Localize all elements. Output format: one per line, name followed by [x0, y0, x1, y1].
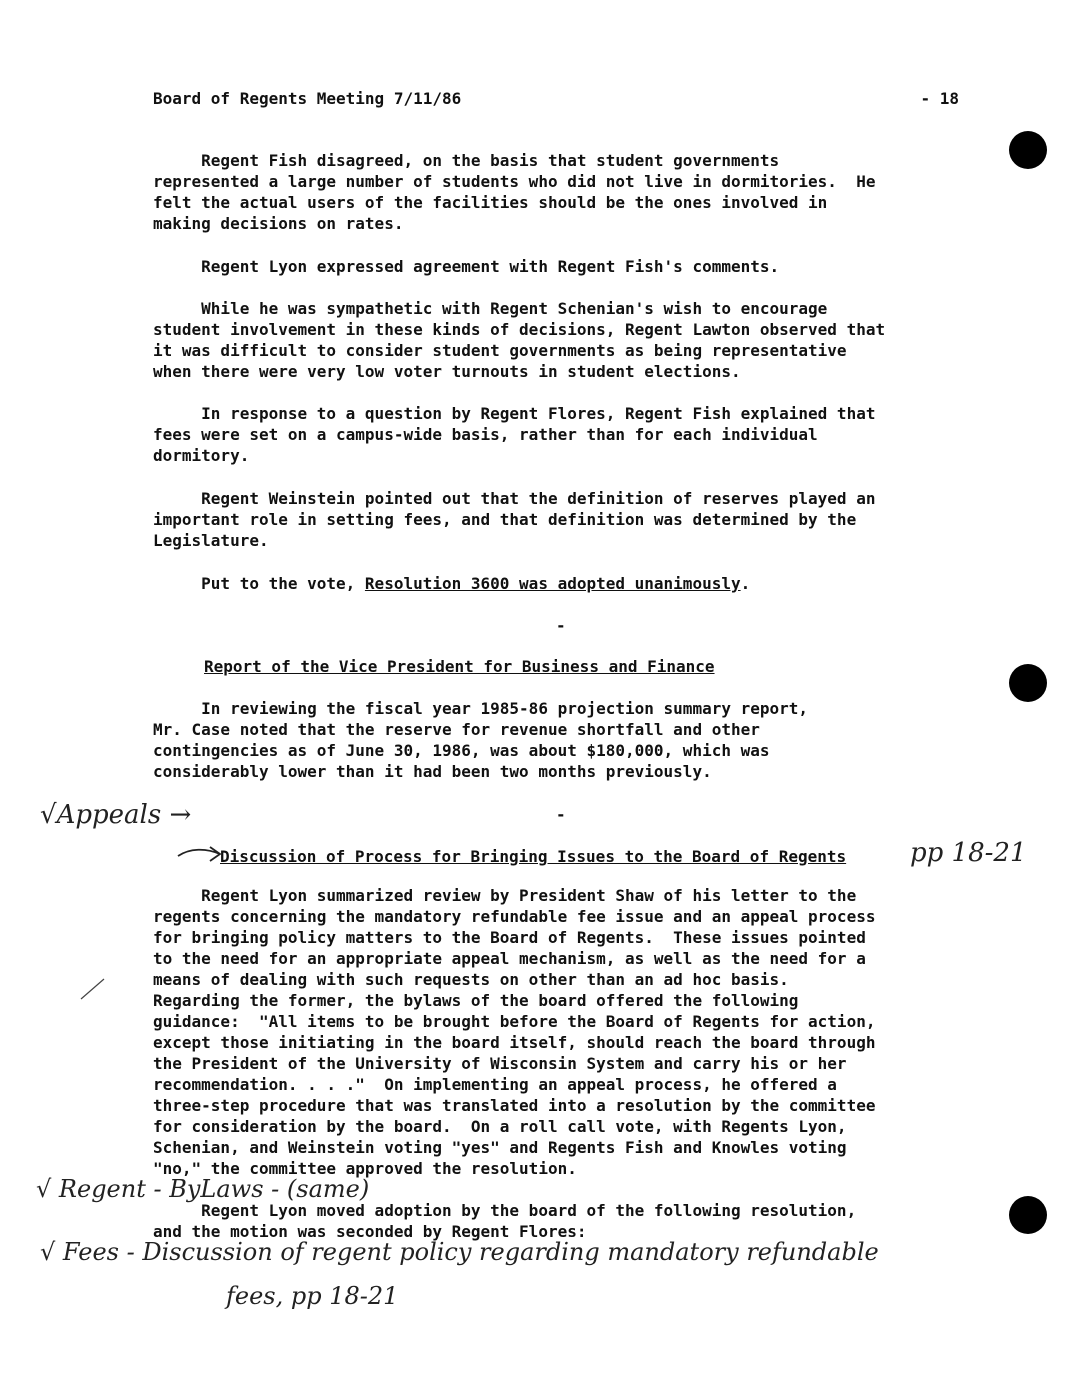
punch-hole: [1009, 1196, 1047, 1234]
handwritten-bylaws-note: √ Regent - ByLaws - (same): [36, 1175, 370, 1203]
punch-hole: [1009, 131, 1047, 169]
text-line: student involvement in these kinds of decisions, Regent Lawton observed that: [153, 320, 886, 339]
text-line: fees were set on a campus-wide basis, rather than for each individual: [153, 425, 818, 444]
handwritten-arrow-icon: [176, 842, 224, 866]
text-line: Regent Lyon moved adoption by the board of the following resolution,: [153, 1201, 857, 1220]
handwritten-fees-pages: fees, pp 18-21: [226, 1282, 399, 1310]
text-line: and the motion was seconded by Regent Flores:: [153, 1222, 587, 1241]
vote-line: [153, 574, 750, 593]
text-line: In reviewing the fiscal year 1985-86 projection summary report,: [153, 699, 809, 718]
text-line: important role in setting fees, and that definition was determined by the: [153, 510, 857, 529]
pen-stroke-icon: [78, 975, 108, 1003]
text-line: dormitory.: [153, 446, 250, 465]
text-line: the President of the University of Wisconsin System and carry his or her: [153, 1054, 847, 1073]
page-header: [153, 89, 959, 108]
vote-suffix: .: [740, 574, 751, 593]
text-line: when there were very low voter turnouts in student elections.: [153, 362, 741, 381]
text-line: While he was sympathetic with Regent Schenian's wish to encourage: [153, 299, 828, 318]
vote-result: Resolution 3600 was adopted unanimously: [364, 574, 741, 593]
text-line: it was difficult to consider student governments as being representative: [153, 341, 847, 360]
text-line: Regent Weinstein pointed out that the definition of reserves played an: [153, 489, 876, 508]
text-line: felt the actual users of the facilities should be the ones involved in: [153, 193, 828, 212]
page-number: - 18: [920, 89, 959, 108]
separator-dash: -: [556, 805, 566, 824]
text-line: Regarding the former, the bylaws of the board offered the following: [153, 991, 799, 1010]
text-line: for consideration by the board. On a roll call vote, with Regents Lyon,: [153, 1117, 847, 1136]
text-line: contingencies as of June 30, 1986, was about $180,000, which was: [153, 741, 770, 760]
text-line: means of dealing with such requests on other than an ad hoc basis.: [153, 970, 789, 989]
text-line: guidance: "All items to be brought before the Board of Regents for action,: [153, 1012, 876, 1031]
separator-dash: -: [556, 616, 566, 635]
text-line: represented a large number of students who did not live in dormitories. He: [153, 172, 876, 191]
text-line: regents concerning the mandatory refundable fee issue and an appeal process: [153, 907, 876, 926]
text-line: three-step procedure that was translated into a resolution by the committee: [153, 1096, 876, 1115]
text-line: Regent Lyon summarized review by President Shaw of his letter to the: [153, 886, 857, 905]
text-line: making decisions on rates.: [153, 214, 404, 233]
text-line: "no," the committee approved the resolution.: [153, 1159, 577, 1178]
handwritten-fees-note: √ Fees - Discussion of regent policy regarding mandatory refundable: [40, 1238, 879, 1266]
text-line: Schenian, and Weinstein voting "yes" and Regents Fish and Knowles voting: [153, 1138, 847, 1157]
header-title: Board of Regents Meeting 7/11/86: [153, 89, 462, 108]
section-heading-discussion-process: Discussion of Process for Bringing Issues to the Board of Regents: [220, 847, 847, 866]
text-line: In response to a question by Regent Flores, Regent Fish explained that: [153, 404, 876, 423]
handwritten-page-range: pp 18-21: [910, 838, 1027, 868]
text-line: for bringing policy matters to the Board of Regents. These issues pointed: [153, 928, 866, 947]
text-line: Regent Lyon expressed agreement with Regent Fish's comments.: [153, 257, 780, 276]
punch-hole: [1009, 664, 1047, 702]
text-line: considerably lower than it had been two months previously.: [153, 762, 712, 781]
text-line: except those initiating in the board itself, should reach the board through: [153, 1033, 876, 1052]
text-line: Regent Fish disagreed, on the basis that student governments: [153, 151, 780, 170]
handwritten-appeals-note: √Appeals →: [40, 800, 192, 830]
text-line: Legislature.: [153, 531, 269, 550]
text-line: recommendation. . . ." On implementing an appeal process, he offered a: [153, 1075, 837, 1094]
vote-prefix: Put to the vote,: [153, 574, 365, 593]
section-heading-business-finance: Report of the Vice President for Business and Finance: [204, 657, 715, 676]
text-line: to the need for an appropriate appeal mechanism, as well as the need for a: [153, 949, 866, 968]
text-line: Mr. Case noted that the reserve for revenue shortfall and other: [153, 720, 760, 739]
